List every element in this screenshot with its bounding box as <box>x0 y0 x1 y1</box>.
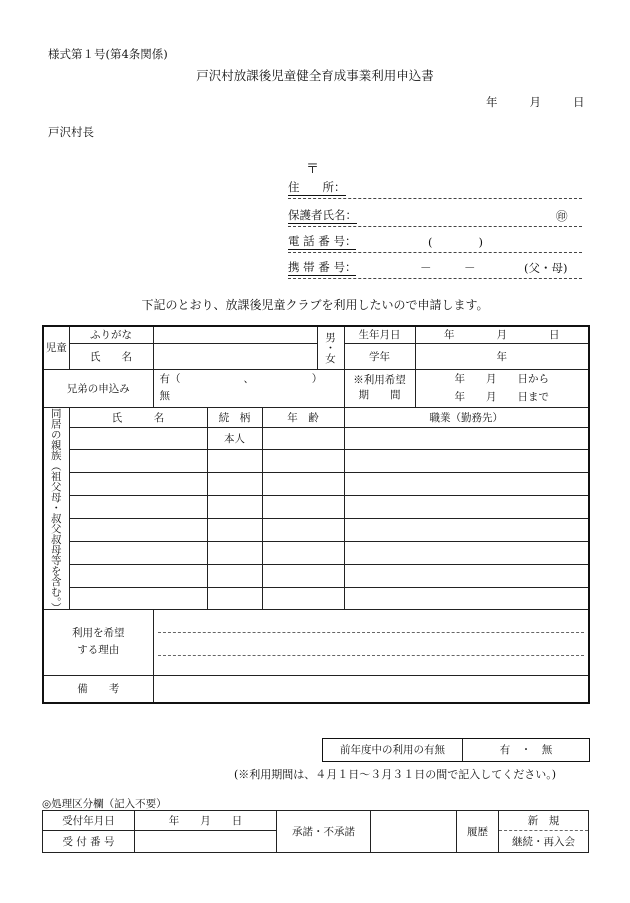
addressee: 戸沢村長 <box>48 125 94 139</box>
application-table <box>42 325 590 704</box>
received-number-label: 受 付 番 号 <box>43 831 135 853</box>
history-label: 履歴 <box>457 811 499 853</box>
child-section-label: 児童 <box>43 326 69 369</box>
family-row[interactable] <box>43 518 589 541</box>
birth-label: 生年月日 <box>344 326 415 343</box>
phone-field[interactable] <box>288 234 582 253</box>
period-to: 年 月 日まで <box>454 391 550 403</box>
furigana-label: ふりがな <box>69 326 153 343</box>
period-note: (※利用期間は、４月１日～３月３１日の間で記入してください。) <box>234 768 557 781</box>
period-from: 年 月 日から <box>454 373 550 385</box>
address-field[interactable] <box>288 180 582 199</box>
reason-input[interactable] <box>153 609 589 675</box>
mobile-label: 携 帯 番 号： <box>288 260 357 274</box>
family-row[interactable] <box>43 587 589 609</box>
processing-table <box>42 810 589 853</box>
sibling-label: 兄弟の申込み <box>43 369 153 407</box>
received-date-value: 年 月 日 <box>135 811 277 831</box>
mobile-field[interactable] <box>288 260 582 279</box>
date-day: 日 <box>573 95 585 109</box>
family-relation-header: 続 柄 <box>207 407 262 427</box>
received-date-label: 受付年月日 <box>43 811 135 831</box>
family-row[interactable] <box>43 564 589 587</box>
birth-date-input[interactable]: 年 月 日 <box>415 326 589 343</box>
family-row[interactable] <box>43 495 589 518</box>
previous-use-select[interactable]: 有 ・ 無 <box>499 744 553 756</box>
sibling-yes: 有（ 、 ） <box>159 373 323 385</box>
grade-label: 学年 <box>344 343 415 369</box>
history-continue: 継続・再入会 <box>499 831 589 853</box>
family-row[interactable] <box>43 449 589 472</box>
previous-use-box <box>322 738 590 762</box>
period-input[interactable] <box>415 369 589 407</box>
form-number: 様式第１号(第4条関係) <box>48 47 168 61</box>
submission-date <box>486 94 585 110</box>
family-section-label: 同居の親族（祖父母・叔父叔母等を含む。） <box>43 407 69 609</box>
self-label: 本人 <box>207 427 262 449</box>
furigana-input[interactable] <box>153 326 317 343</box>
gender-select[interactable]: 男・女 <box>317 326 344 369</box>
request-statement: 下記のとおり、放課後児童クラブを利用したいので申請します。 <box>141 298 489 312</box>
guardian-name-field[interactable] <box>288 208 582 227</box>
sibling-input[interactable] <box>153 369 344 407</box>
mobile-relation: (父・母) <box>524 261 568 275</box>
seal-mark: ㊞ <box>556 209 568 223</box>
reason-label: 利用を希望 する理由 <box>43 609 153 675</box>
guardian-name-label: 保護者氏名： <box>288 208 357 222</box>
date-month: 月 <box>529 95 541 109</box>
child-name-label: 氏 名 <box>69 343 153 369</box>
approval-cell <box>371 811 457 853</box>
remarks-label: 備 考 <box>43 675 153 703</box>
family-job-header: 職業（勤務先） <box>344 407 589 427</box>
sibling-no: 無 <box>159 390 170 402</box>
form-title: 戸沢村放課後児童健全育成事業利用申込書 <box>196 68 434 83</box>
address-label: 住 所： <box>288 180 346 194</box>
mobile-dash-2: － <box>464 261 476 275</box>
remarks-input[interactable] <box>153 675 589 703</box>
family-age-header: 年 齢 <box>262 407 344 427</box>
approval-label: 承諾・不承諾 <box>277 811 371 853</box>
family-row[interactable] <box>43 541 589 564</box>
period-label: ※利用希望 期 間 <box>344 369 415 407</box>
mobile-dash-1: － <box>420 261 432 275</box>
family-name-header: 氏 名 <box>69 407 207 427</box>
previous-use-label: 前年度中の利用の有無 <box>323 739 463 761</box>
postal-mark: 〒 <box>306 162 320 177</box>
family-row[interactable] <box>43 472 589 495</box>
phone-format: ( ) <box>428 235 483 249</box>
grade-input[interactable]: 年 <box>415 343 589 369</box>
family-row[interactable] <box>43 427 589 449</box>
child-name-input[interactable] <box>153 343 317 369</box>
date-year: 年 <box>486 95 498 109</box>
processing-title: ◎処理区分欄（記入不要） <box>42 798 167 810</box>
received-number-value <box>135 831 277 853</box>
history-new: 新 規 <box>499 811 589 831</box>
phone-label: 電 話 番 号： <box>288 234 357 248</box>
